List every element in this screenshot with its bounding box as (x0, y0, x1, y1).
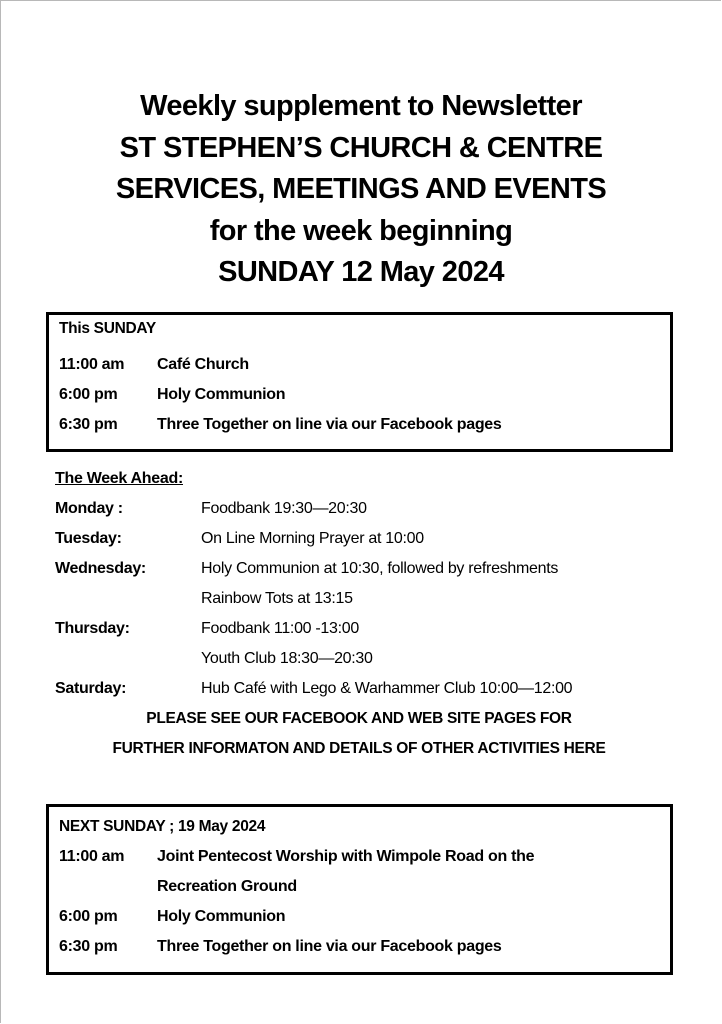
day-label: Tuesday: (55, 530, 122, 547)
service-time: 6:30 pm (59, 938, 118, 955)
day-event: Foodbank 19:30—20:30 (201, 500, 367, 517)
service-event: Recreation Ground (157, 878, 297, 895)
next-sunday-box (46, 804, 673, 975)
day-label: Saturday: (55, 680, 127, 697)
service-row (59, 848, 534, 866)
service-row (59, 908, 285, 926)
service-time: 11:00 am (59, 356, 125, 373)
service-event: Café Church (157, 356, 249, 373)
service-time: 6:30 pm (59, 416, 118, 433)
title-line: SUNDAY 12 May 2024 (218, 256, 504, 288)
service-row (59, 386, 285, 404)
title-line: Weekly supplement to Newsletter (140, 90, 582, 122)
service-event: Three Together on line via our Facebook pages (157, 416, 502, 433)
day-event: Youth Club 18:30—20:30 (201, 650, 373, 667)
service-event: Holy Communion (157, 386, 286, 403)
next-sunday-heading: NEXT SUNDAY ; 19 May 2024 (59, 818, 266, 835)
service-event: Joint Pentecost Worship with Wimpole Road on the (157, 848, 535, 865)
this-sunday-heading: This SUNDAY (59, 320, 156, 337)
day-event: Foodbank 11:00 -13:00 (201, 620, 359, 637)
service-row (59, 416, 502, 434)
day-event: Hub Café with Lego & Warhammer Club 10:00—12:00 (201, 680, 573, 697)
day-label: Monday : (55, 500, 123, 517)
title-line: SERVICES, MEETINGS AND EVENTS (115, 173, 607, 205)
service-time: 6:00 pm (59, 386, 118, 403)
service-row (59, 878, 297, 896)
service-time: 6:00 pm (59, 908, 118, 925)
day-event: On Line Morning Prayer at 10:00 (201, 530, 424, 547)
service-row (59, 356, 249, 374)
day-label: Thursday: (55, 620, 130, 637)
service-row (59, 938, 502, 956)
title-line: for the week beginning (209, 214, 513, 247)
title-line: ST STEPHEN’S CHURCH & CENTRE (119, 131, 603, 164)
page-title (0, 86, 722, 294)
notice-line: PLEASE SEE OUR FACEBOOK AND WEB SITE PAGES FOR (146, 710, 572, 727)
service-event: Three Together on line via our Facebook pages (157, 938, 502, 955)
day-event: Rainbow Tots at 13:15 (201, 590, 353, 607)
day-event: Holy Communion at 10:30, followed by refreshments (201, 560, 559, 577)
notice-line: FURTHER INFORMATON AND DETAILS OF OTHER ACTIVITIES HERE (112, 740, 606, 757)
day-label: Wednesday: (55, 560, 146, 577)
service-time: 11:00 am (59, 848, 125, 865)
week-ahead-heading: The Week Ahead: (55, 470, 183, 487)
service-event: Holy Communion (157, 908, 286, 925)
this-sunday-box (46, 312, 673, 452)
